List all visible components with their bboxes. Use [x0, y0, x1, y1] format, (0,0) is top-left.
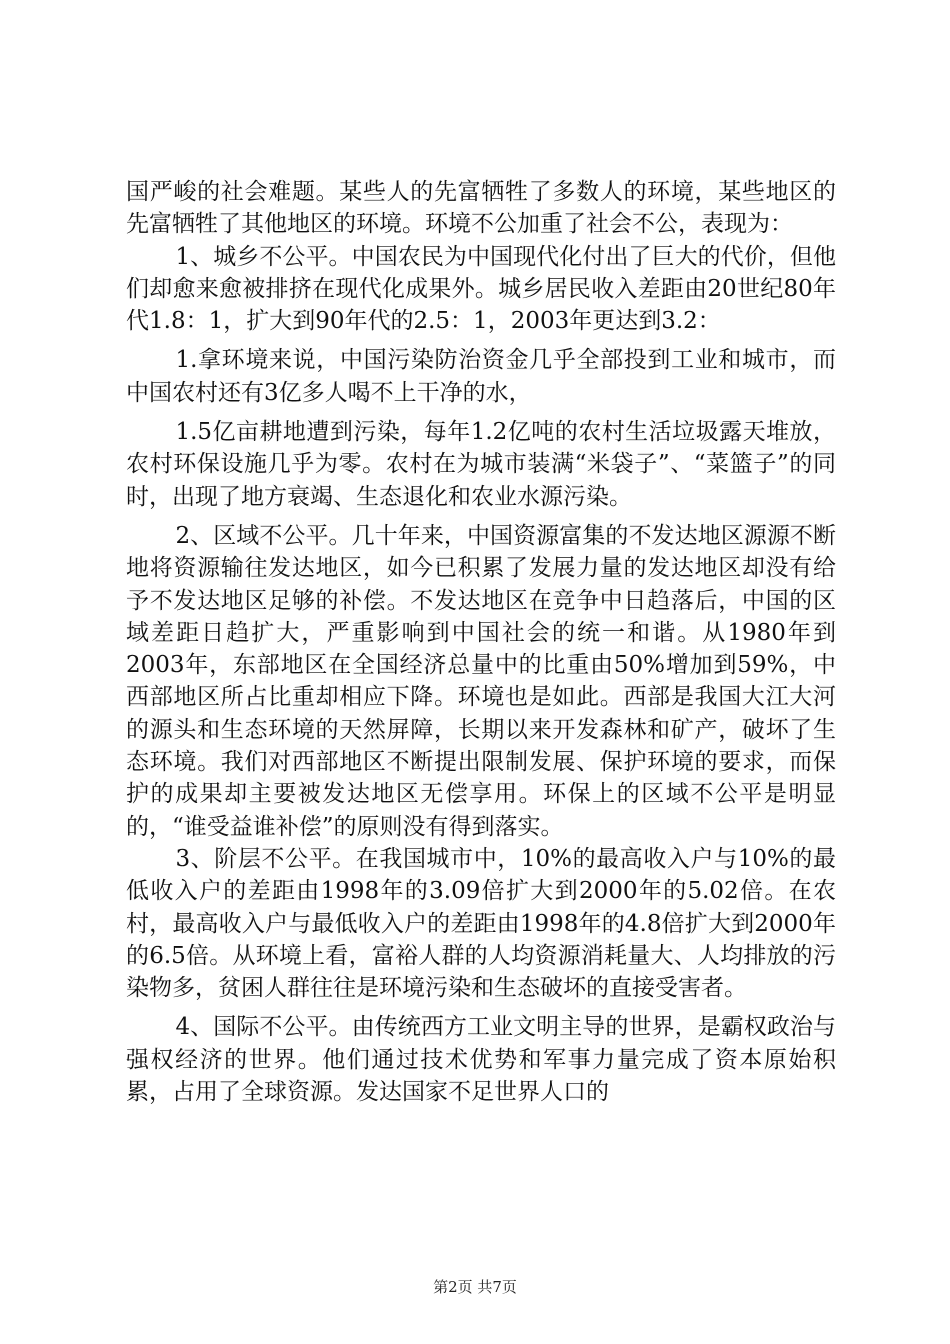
document-body	[126, 176, 836, 1108]
paragraph-environment-funding: 1.拿环境来说，中国污染防治资金几乎全部投到工业和城市，而中国农村还有3亿多人喝不上干净的水，	[126, 347, 836, 406]
paragraph-class: 3、阶层不公平。在我国城市中，10%的最高收入户与10%的最低收入户的差距由1998年的3.09倍扩大到2000年的5.02倍。在农村，最高收入户与最低收入户的差距由1998年的4.8倍扩大到2000年的6.5倍。从环境上看，富裕人群的人均资源消耗量大、人均排放的污染物多，贫困人群往往是环境污染和生态破坏的直接受害者。	[126, 845, 836, 1002]
paragraph-international: 4、国际不公平。由传统西方工业文明主导的世界，是霸权政治与强权经济的世界。他们通过技术优势和军事力量完成了资本原始积累，占用了全球资源。发达国家不足世界人口的	[126, 1014, 836, 1106]
paragraph-farmland-pollution: 1.5亿亩耕地遭到污染，每年1.2亿吨的农村生活垃圾露天堆放，农村环保设施几乎为零。农村在为城市装满“米袋子”、“菜篮子”的同时，出现了地方衰竭、生态退化和农业水源污染。	[126, 419, 836, 510]
paragraph-urban-rural: 1、城乡不公平。中国农民为中国现代化付出了巨大的代价，但他们却愈来愈被排挤在现代化成果外。城乡居民收入差距由20世纪80年代1.8：1，扩大到90年代的2.5：1，2003年更达到3.2：	[126, 243, 836, 335]
page-footer: 第2页 共7页	[433, 1278, 517, 1296]
paragraph-intro: 国严峻的社会难题。某些人的先富牺牲了多数人的环境，某些地区的先富牺牲了其他地区的环境。环境不公加重了社会不公，表现为：	[126, 179, 836, 238]
paragraph-regional: 2、区域不公平。几十年来，中国资源富集的不发达地区源源不断地将资源输往发达地区，如今已积累了发展力量的发达地区却没有给予不发达地区足够的补偿。不发达地区在竞争中日趋落后，中国的区域差距日趋扩大，严重影响到中国社会的统一和谐。从1980年到2003年，东部地区在全国经济总量中的比重由50%增加到59%，中西部地区所占比重却相应下降。环境也是如此。西部是我国大江大河的源头和生态环境的天然屏障，长期以来开发森林和矿产，破坏了生态环境。我们对西部地区不断提出限制发展、保护环境的要求，而保护的成果却主要被发达地区无偿享用。环保上的区域不公平是明显的，“谁受益谁补偿”的原则没有得到落实。	[126, 522, 836, 840]
